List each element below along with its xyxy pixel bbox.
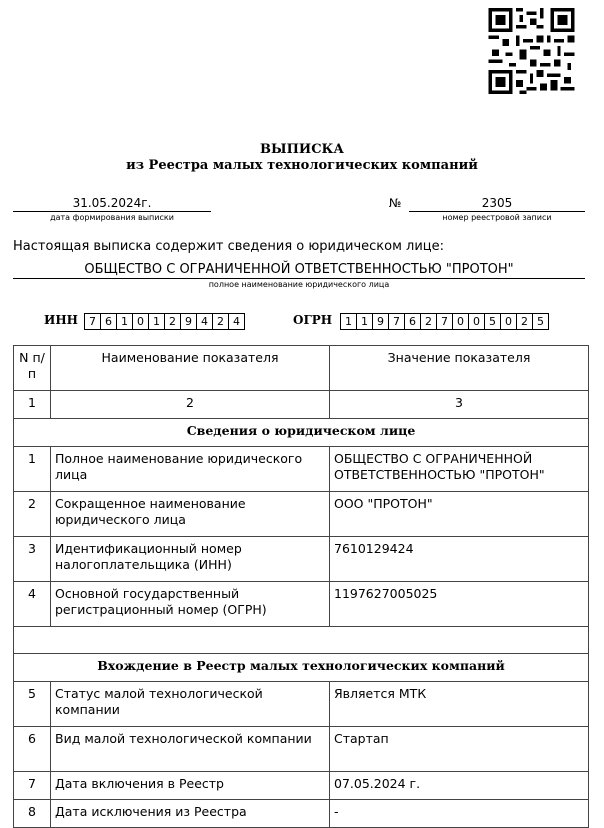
row-number: 1 <box>14 447 51 492</box>
qr-code-icon <box>484 8 579 94</box>
header-name: Наименование показателя <box>51 346 330 391</box>
row-value: Является МТК <box>330 682 589 727</box>
row-name: Дата исключения из Реестра <box>51 800 330 828</box>
row-name: Идентификационный номер налогоплательщика (ИНН) <box>51 537 330 582</box>
document-title: ВЫПИСКА <box>260 142 344 157</box>
company-name: ОБЩЕСТВО С ОГРАНИЧЕННОЙ ОТВЕТСТВЕННОСТЬЮ "ПРОТОН" <box>84 262 514 277</box>
row-name: Вид малой технологической компании <box>51 727 330 772</box>
digit-box: 4 <box>228 313 245 330</box>
section-row <box>14 419 589 447</box>
row-number: 3 <box>14 537 51 582</box>
table-index-row <box>14 391 589 419</box>
number-caption: номер реестровой записи <box>442 213 552 222</box>
date-underline <box>13 211 211 212</box>
inn-label: ИНН <box>44 313 79 327</box>
row-value: 7610129424 <box>330 537 589 582</box>
company-caption: полное наименование юридического лица <box>208 280 390 289</box>
row-name: Основной государственный регистрационный номер (ОГРН) <box>51 582 330 627</box>
empty-row <box>14 627 589 654</box>
row-number: 5 <box>14 682 51 727</box>
index-2: 2 <box>51 391 330 419</box>
empty-cell <box>14 627 589 654</box>
registry-number: 2305 <box>481 196 513 210</box>
row-name: Полное наименование юридического лица <box>51 447 330 492</box>
row-name: Сокращенное наименование юридического лица <box>51 492 330 537</box>
date-caption: дата формирования выписки <box>50 213 174 222</box>
digit-box: 4 <box>196 313 213 330</box>
document-subtitle: из Реестра малых технологических компаний <box>126 158 478 173</box>
row-value: Стартап <box>330 727 589 772</box>
index-3: 3 <box>330 391 589 419</box>
row-number: 8 <box>14 800 51 828</box>
digit-box: 9 <box>180 313 197 330</box>
section-title-registry: Вхождение в Реестр малых технологических компаний <box>14 654 589 682</box>
table-row <box>14 537 589 582</box>
digit-box: 7 <box>436 313 453 330</box>
digit-box: 2 <box>212 313 229 330</box>
digit-box: 1 <box>340 313 357 330</box>
digit-box: 9 <box>372 313 389 330</box>
row-number: 7 <box>14 772 51 800</box>
digit-box: 1 <box>356 313 373 330</box>
section-title-legal-entity: Сведения о юридическом лице <box>14 419 589 447</box>
digit-box: 0 <box>468 313 485 330</box>
ogrn-label: ОГРН <box>293 313 333 327</box>
section-row <box>14 654 589 682</box>
digit-box: 6 <box>404 313 421 330</box>
table-row <box>14 772 589 800</box>
inn-digits <box>84 313 244 330</box>
row-value: 07.05.2024 г. <box>330 772 589 800</box>
table-row <box>14 727 589 772</box>
digit-box: 1 <box>148 313 165 330</box>
row-name: Статус малой технологической компании <box>51 682 330 727</box>
table-row <box>14 682 589 727</box>
digit-box: 1 <box>116 313 133 330</box>
row-value: ОБЩЕСТВО С ОГРАНИЧЕННОЙ ОТВЕТСТВЕННОСТЬЮ "ПРОТОН" <box>330 447 589 492</box>
row-number: 6 <box>14 727 51 772</box>
digit-box: 2 <box>164 313 181 330</box>
table-row <box>14 447 589 492</box>
digit-box: 7 <box>388 313 405 330</box>
header-value: Значение показателя <box>330 346 589 391</box>
intro-text: Настоящая выписка содержит сведения о юридическом лице: <box>13 239 444 254</box>
digit-box: 6 <box>100 313 117 330</box>
table-row <box>14 492 589 537</box>
company-underline <box>13 278 585 279</box>
table-row <box>14 582 589 627</box>
digit-box: 7 <box>84 313 101 330</box>
digit-box: 5 <box>532 313 549 330</box>
number-underline <box>409 211 585 212</box>
row-value: 1197627005025 <box>330 582 589 627</box>
row-value: - <box>330 800 589 828</box>
date-value: 31.05.2024г. <box>72 196 152 210</box>
table-row <box>14 800 589 828</box>
digit-box: 2 <box>516 313 533 330</box>
row-number: 2 <box>14 492 51 537</box>
digit-box: 5 <box>484 313 501 330</box>
number-sign: № <box>388 196 402 210</box>
digit-box: 0 <box>452 313 469 330</box>
row-value: ООО "ПРОТОН" <box>330 492 589 537</box>
header-num: N п/п <box>14 346 51 391</box>
info-table <box>13 345 589 828</box>
index-1: 1 <box>14 391 51 419</box>
digit-box: 0 <box>500 313 517 330</box>
digit-box: 2 <box>420 313 437 330</box>
digit-box: 0 <box>132 313 149 330</box>
row-number: 4 <box>14 582 51 627</box>
row-name: Дата включения в Реестр <box>51 772 330 800</box>
ogrn-digits <box>340 313 548 330</box>
table-header-row <box>14 346 589 391</box>
